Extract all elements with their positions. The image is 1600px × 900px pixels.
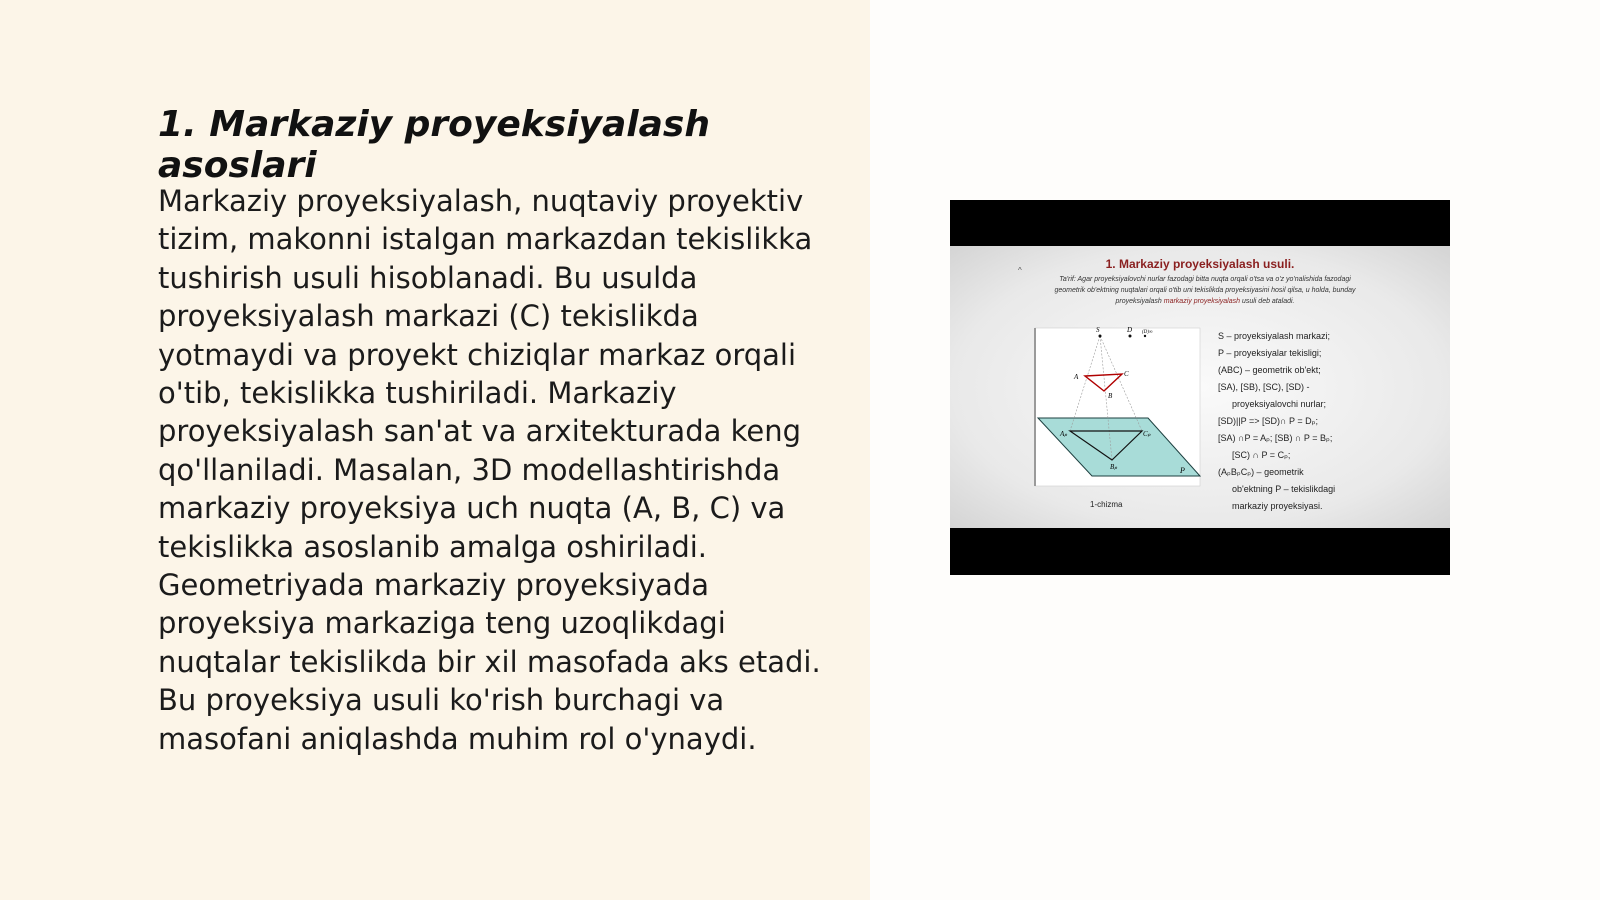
projection-figure xyxy=(1030,326,1210,491)
legend-line: (AₚBₚCₚ) – geometrik xyxy=(1218,467,1304,477)
legend-line: [SC) ∩ P = Cₚ; xyxy=(1232,450,1291,460)
legend-line: (ABC) – geometrik ob'ekt; xyxy=(1218,365,1321,375)
image-title: 1. Markaziy proyeksiyalash usuli. xyxy=(1105,257,1295,271)
slide-body-text: Markaziy proyeksiyalash, nuqtaviy proyektiv tizim, makonni istalgan markazdan tekislikka tushirish usuli hisoblanadi. Bu usulda proyeksiyalash markazi (C) tekislikda yotmaydi va proyekt chiziqlar markaz orqali o'tib, tekislikka tushiriladi. Markaziy proyeksiyalash san'at va arxitekturada keng qo'llaniladi. Masalan, 3D modellashtirishda markaziy proyeksiya uch nuqta (A, B, C) va tekislikka asoslanib amalga oshiriladi. Geometriyada markaziy proyeksiyada proyeksiya markaziga teng uzoqlikdagi nuqtalar tekislikda bir xil masofada aks etadi. Bu proyeksiya usuli ko'rish burchagi va masofani aniqlashda muhim rol o'ynaydi. xyxy=(158,184,821,756)
legend-line: [SA), [SB), [SC), [SD) - xyxy=(1218,382,1310,392)
label-d-inf: (D)∞ xyxy=(1142,330,1153,335)
legend-line: [SA) ∩P = Aₚ; [SB) ∩ P = Bₚ; xyxy=(1218,433,1333,443)
label-bp: Bₚ xyxy=(1110,463,1118,471)
definition-suffix: usuli deb ataladi. xyxy=(1241,298,1295,305)
legend-line: [SD)||P => [SD)∩ P = Dₚ; xyxy=(1218,416,1318,426)
label-p: P xyxy=(1180,466,1185,475)
label-b: B xyxy=(1108,392,1113,400)
label-ap: Aₚ xyxy=(1060,430,1068,438)
image-content xyxy=(950,246,1450,528)
slide-title: 1. Markaziy proyeksiyalash asoslari xyxy=(158,104,710,186)
figure-legend xyxy=(1218,328,1418,515)
label-s: S xyxy=(1096,326,1100,334)
legend-line: markaziy proyeksiyasi. xyxy=(1232,501,1323,511)
point-d xyxy=(1129,335,1132,338)
image-definition xyxy=(1045,274,1365,307)
point-s xyxy=(1099,335,1102,338)
legend-line: ob'ektning P – tekislikdagi xyxy=(1232,484,1336,494)
legend-line: P – proyeksiyalar tekisligi; xyxy=(1218,348,1322,358)
legend-line: proyeksiyalovchi nurlar; xyxy=(1232,399,1327,409)
definition-highlight: markaziy proyeksiyalash xyxy=(1163,298,1240,305)
cursor-caret: ^ xyxy=(1018,266,1022,275)
label-d: D xyxy=(1127,326,1133,334)
label-cp: Cₚ xyxy=(1143,430,1151,438)
embedded-image[interactable] xyxy=(950,200,1450,575)
figure-caption: 1-chizma xyxy=(1090,500,1123,509)
point-d-inf xyxy=(1144,335,1146,337)
definition-prefix: Ta'rif: Agar proyeksiyalovchi nurlar fazodagi bitta nuqta orqali o'tsa va o'z yo'nalishida fazodagi geometrik ob'ektning nuqtalari orqali o'tib uni tekislikda proyeksiyasini hosil qilsa, u holda, bunday proyeksiyalash xyxy=(1054,276,1356,305)
legend-line: S – proyeksiyalash markazi; xyxy=(1218,331,1331,341)
label-a: A xyxy=(1074,373,1079,381)
label-c: C xyxy=(1124,370,1129,378)
